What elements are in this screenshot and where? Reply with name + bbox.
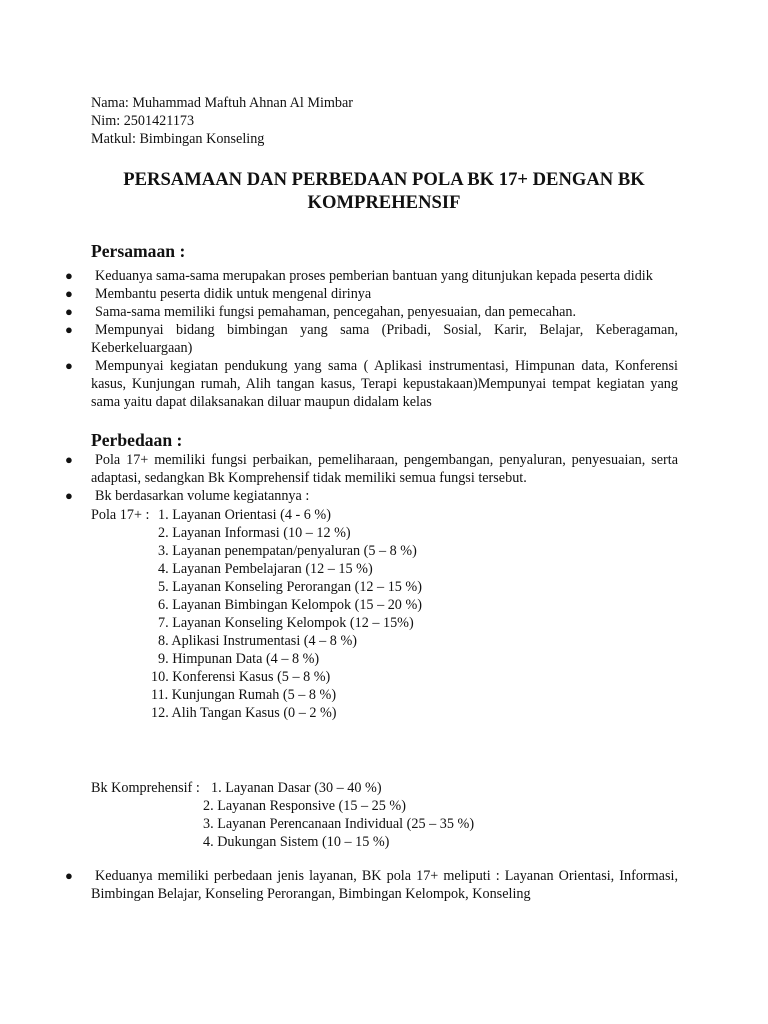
bullet-icon: ● bbox=[65, 286, 73, 301]
list-item: 1. Layanan Dasar (30 – 40 %) bbox=[211, 780, 382, 796]
bullet-icon: ● bbox=[65, 268, 73, 283]
list-item: 2. Layanan Responsive (15 – 25 %) bbox=[203, 798, 406, 814]
bullet-icon: ● bbox=[65, 304, 73, 319]
list-item: 3. Layanan Perencanaan Individual (25 – 35 %) bbox=[203, 816, 475, 832]
list-item: 5. Layanan Konseling Perorangan (12 – 15 %) bbox=[158, 579, 422, 595]
list-item: 3. Layanan penempatan/penyaluran (5 – 8 %) bbox=[158, 543, 417, 559]
list-item: 10. Konferensi Kasus (5 – 8 %) bbox=[151, 669, 331, 685]
perbedaan-list-continued bbox=[0, 867, 768, 903]
bullet-icon: ● bbox=[65, 322, 73, 337]
persamaan-list bbox=[0, 267, 768, 411]
list-item: ● Membantu peserta didik untuk mengenal dirinya bbox=[65, 286, 372, 302]
list-item: ● Keduanya memiliki perbedaan jenis layanan, BK pola 17+ meliputi : Layanan Orientasi, Informasi, Bimbingan Belajar, Konseling Perorangan, Bimbingan Kelompok, Konseling bbox=[65, 868, 678, 902]
list-item: ● Mempunyai bidang bimbingan yang sama (Pribadi, Sosial, Karir, Belajar, Keberagaman, Keberkeluargaan) bbox=[65, 322, 678, 356]
list-item: 8. Aplikasi Instrumentasi (4 – 8 %) bbox=[158, 633, 357, 649]
bullet-icon: ● bbox=[65, 488, 73, 503]
list-item: ● Mempunyai kegiatan pendukung yang sama ( Aplikasi instrumentasi, Himpunan data, Konferensi kasus, Kunjungan rumah, Alih tangan kasus, Terapi kepustakaan)Mempunyai tempat kegiatan yang sama yaitu dapat dilaksanakan diluar maupun didalam kelas bbox=[65, 358, 678, 410]
list-item: 4. Layanan Pembelajaran (12 – 15 %) bbox=[158, 561, 373, 577]
student-nim: Nim: 2501421173 bbox=[91, 113, 195, 129]
student-name: Nama: Muhammad Maftuh Ahnan Al Mimbar bbox=[91, 95, 354, 111]
komprehensif-label: Bk Komprehensif : bbox=[91, 780, 200, 796]
bullet-icon: ● bbox=[65, 358, 73, 373]
list-item: 6. Layanan Bimbingan Kelompok (15 – 20 %) bbox=[158, 597, 422, 613]
list-item: ● Pola 17+ memiliki fungsi perbaikan, pemeliharaan, pengembangan, penyaluran, penyesuaian, serta adaptasi, sedangkan Bk Komprehensif tidak memiliki semua fungsi tersebut. bbox=[65, 452, 678, 486]
list-item: ● Keduanya sama-sama merupakan proses pemberian bantuan yang ditunjukan kepada peserta didik bbox=[65, 268, 653, 284]
pola17-label: Pola 17+ : bbox=[91, 507, 150, 523]
list-item: 2. Layanan Informasi (10 – 12 %) bbox=[158, 525, 351, 541]
list-item: ● Sama-sama memiliki fungsi pemahaman, pencegahan, penyesuaian, dan pemecahan. bbox=[65, 304, 577, 320]
list-item: 9. Himpunan Data (4 – 8 %) bbox=[158, 651, 320, 667]
perbedaan-heading: Perbedaan : bbox=[91, 430, 183, 450]
student-info bbox=[91, 94, 353, 148]
bullet-icon: ● bbox=[65, 452, 73, 467]
bullet-icon: ● bbox=[65, 868, 73, 883]
title-line-2: KOMPREHENSIF bbox=[307, 192, 461, 213]
list-item: 12. Alih Tangan Kasus (0 – 2 %) bbox=[151, 705, 337, 721]
list-item: 1. Layanan Orientasi (4 - 6 %) bbox=[158, 507, 331, 523]
persamaan-heading: Persamaan : bbox=[91, 241, 186, 261]
perbedaan-list bbox=[0, 451, 768, 505]
title-line-1: PERSAMAAN DAN PERBEDAAN POLA BK 17+ DENGAN BK bbox=[123, 169, 645, 190]
list-item: 4. Dukungan Sistem (10 – 15 %) bbox=[203, 834, 390, 850]
list-item: 11. Kunjungan Rumah (5 – 8 %) bbox=[151, 687, 337, 703]
list-item: ● Bk berdasarkan volume kegiatannya : bbox=[65, 488, 310, 504]
course-name: Matkul: Bimbingan Konseling bbox=[91, 131, 265, 147]
list-item: 7. Layanan Konseling Kelompok (12 – 15%) bbox=[158, 615, 414, 631]
document-title bbox=[60, 168, 708, 214]
